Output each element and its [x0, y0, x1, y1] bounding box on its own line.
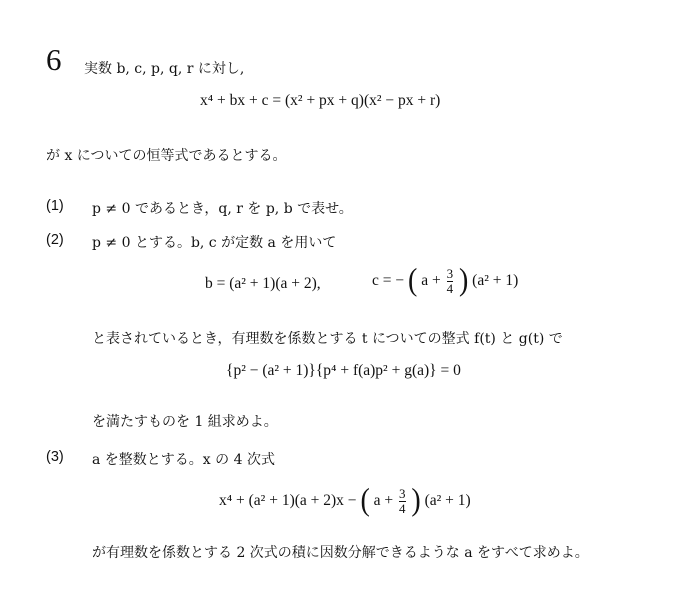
part2-label: (2) [46, 232, 64, 248]
part2-text: p ≠ 0 とする。b, c が定数 a を用いて [92, 235, 337, 251]
identity-equation: x⁴ + bx + c = (x² + px + q)(x² − px + r) [200, 92, 441, 109]
part2-text3: を満たすものを 1 組求めよ。 [92, 414, 278, 430]
part2-equation2: {p² − (a² + 1)}{p⁴ + f(a)p² + g(a)} = 0 [226, 362, 461, 379]
part3-text2: が有理数を係数とする 2 次式の積に因数分解できるような a をすべて求めよ。 [92, 545, 589, 561]
right-paren: ) [411, 483, 421, 519]
fraction-denominator: 4 [446, 280, 454, 296]
fraction-numerator: 3 [399, 485, 406, 501]
eq-inner: a + [373, 492, 394, 509]
part2-text2: と表されているとき，有理数を係数とする t についての整式 f(t) と g(t) で [92, 331, 563, 347]
eq-prefix: x⁴ + (a² + 1)(a + 2)x − [219, 492, 357, 509]
fraction-denominator: 4 [399, 500, 406, 516]
right-paren: ) [458, 263, 469, 299]
part3-label: (3) [46, 449, 64, 465]
fraction [399, 487, 406, 516]
fraction [447, 267, 454, 296]
identity-note: が x についての恒等式であるとする。 [46, 148, 287, 164]
part1-text: p ≠ 0 であるとき，q, r を p, b で表せ。 [92, 201, 353, 217]
left-paren: ( [360, 483, 370, 519]
part2-equation-b: b = (a² + 1)(a + 2), [205, 275, 321, 292]
eq-suffix: (a² + 1) [424, 492, 471, 509]
part3-equation [219, 482, 471, 520]
part2-equation-c [372, 262, 518, 300]
problem-number: 6 [46, 42, 62, 77]
eq-c-suffix: (a² + 1) [472, 272, 519, 289]
left-paren: ( [408, 263, 418, 299]
intro-text: 実数 b, c, p, q, r に対し, [84, 61, 245, 77]
eq-c-prefix: c = − [372, 272, 405, 289]
part3-text: a を整数とする。x の 4 次式 [92, 452, 275, 468]
part1-label: (1) [46, 198, 64, 214]
eq-c-inner: a + [421, 272, 441, 289]
fraction-numerator: 3 [446, 265, 454, 281]
